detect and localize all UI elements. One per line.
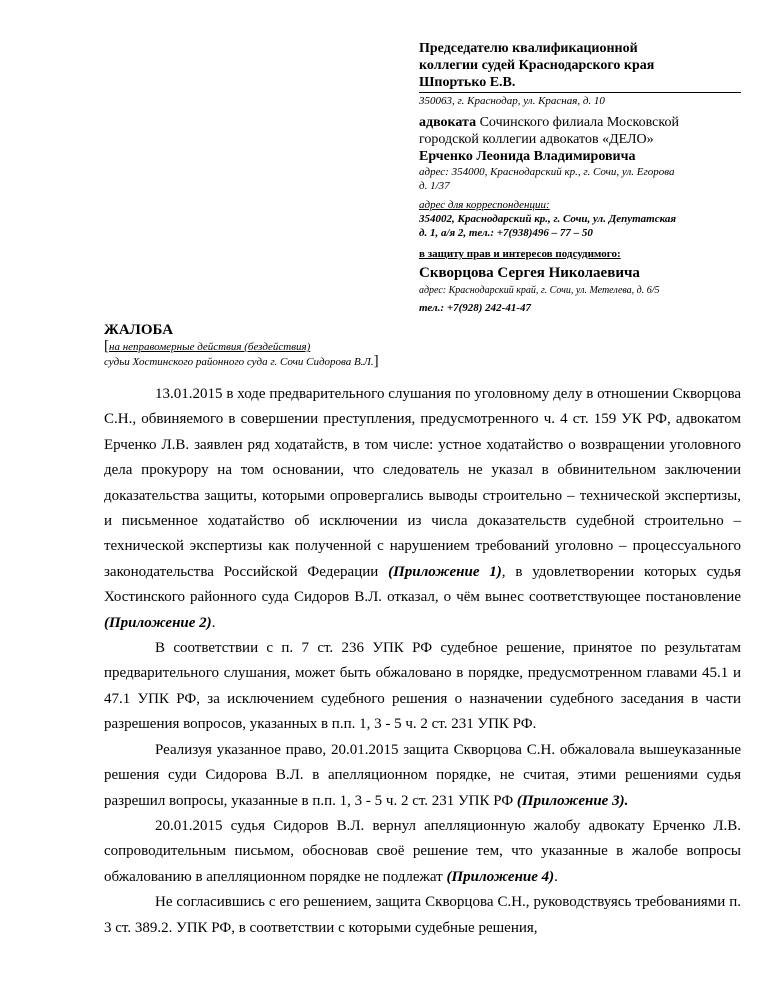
complaint-title: ЖАЛОБА xyxy=(104,322,174,338)
addressee-name: Шпортько Е.В. xyxy=(419,75,516,90)
paragraph-2: В соответствии с п. 7 ст. 236 УПК РФ судебное решение, принятое по результатам предварительного слушания, может быть обжаловано в порядке, предусмотренном главами 45.1 и 47.1 УПК РФ, за исключением судебного решения о назначении судебного заседания в части разрешения вопросов, указанных в п.п. 1, 3 - 5 ч. 2 ст. 231 УПК РФ. xyxy=(104,640,741,733)
sender-org-line-1: Сочинского филиала Московской xyxy=(476,115,679,130)
sender-role: адвоката xyxy=(419,115,477,130)
defendant-phone: тел.: +7(928) 242-41-47 xyxy=(419,302,531,314)
close-bracket: ] xyxy=(373,353,379,369)
defendant-label: в защиту прав и интересов подсудимого: xyxy=(419,248,621,260)
sender-org-line-2: городской коллегии адвокатов «ДЕЛО» xyxy=(419,132,654,147)
paragraph-5: Не согласившись с его решением, защита Скворцова С.Н., руководствуясь требованиями п. 3 ст. 389.2. УПК РФ, в соответствии с которыми судебные решения, xyxy=(104,894,741,936)
sender-address-line-1: адрес: 354000, Краснодарский кр., г. Сочи, ул. Егорова xyxy=(419,166,675,178)
p3-text-a: Реализуя указанное право, 20.01.2015 защита Скворцова С.Н. обжаловала вышеуказанные решения суди Сидорова В.Л. в апелляционном порядке, не считая, этими решениями судья разрешил вопросы, указанные в п.п. 1, 3 - 5 ч. 2 ст. 231 УПК РФ xyxy=(104,741,741,809)
appendix-4-ref: (Приложение 4) xyxy=(446,868,555,885)
p1-text-b: , в удовлетворении которых судья Хостинского районного суда Сидоров В.Л. отказал, о чём вынес соответствующее постановление xyxy=(104,563,741,606)
sender-org xyxy=(419,114,741,131)
subtitle-text-2: судьи Хостинского районного суда г. Сочи Сидорова В.Л. xyxy=(104,356,374,368)
subtitle-text-1: на неправомерные действия (бездействия) xyxy=(109,341,311,353)
addressee-line-1: Председателю квалификационной xyxy=(419,41,638,56)
paragraph-3 xyxy=(104,738,741,814)
appendix-1-ref: (Приложение 1) xyxy=(388,563,502,580)
p4-text-b: . xyxy=(554,868,558,885)
defendant-address: адрес: Краснодарский край, г. Сочи, ул. Метелева, д. 6/5 xyxy=(419,285,660,296)
correspondence-line-2: д. 1, а/я 2, тел.: +7(938)496 – 77 – 50 xyxy=(419,227,593,239)
correspondence-label: адрес для корреспонденции: xyxy=(419,199,550,211)
addressee-line-2: коллегии судей Краснодарского края xyxy=(419,58,655,73)
addressee-block xyxy=(419,40,741,315)
p1-text-c: . xyxy=(211,614,216,631)
p1-text-a: 13.01.2015 в ходе предварительного слушания по уголовному делу в отношении Скворцова С.Н., обвиняемого в совершении преступления, предусмотренного ч. 4 ст. 159 УК РФ, адвокатом Ерченко Л.В. заявлен ряд ходатайств, в том числе: устное ходатайство о возвращении уголовного дела прокурору на том основании, что следователь не указал в обвинительном заключении доказательства защиты, которыми опровергались выводы строительно – технической экспертизы, и письменное ходатайство об исключении из числа доказательств судебной строительно – технической экспертизы как полученной с нарушением требований уголовно – процессуального законодательства Российской Федерации xyxy=(104,386,741,580)
correspondence-line-1: 354002, Краснодарский кр., г. Сочи, ул. Депутатская xyxy=(419,213,677,225)
complaint-subtitle-line-2 xyxy=(104,354,379,369)
paragraph-1 xyxy=(104,382,741,636)
p4-text-a: 20.01.2015 судья Сидоров В.Л. вернул апелляционную жалобу адвокату Ерченко Л.В. сопроводительным письмом, обосновав своё решение тем, что указанные в жалобе вопросы обжалованию в апелляционном порядке не подлежат xyxy=(104,817,741,885)
sender-name: Ерченко Леонида Владимировича xyxy=(419,149,636,164)
addressee-address: 350063, г. Краснодар, ул. Красная, д. 10 xyxy=(419,95,605,107)
appendix-3-ref: (Приложение 3). xyxy=(516,792,629,809)
open-bracket: [ xyxy=(104,338,109,354)
defendant-name: Скворцова Сергея Николаевича xyxy=(419,265,640,281)
addressee-divider xyxy=(419,92,741,93)
complaint-body xyxy=(104,382,741,941)
paragraph-4 xyxy=(104,814,741,890)
appendix-2-ref: (Приложение 2) xyxy=(104,614,212,631)
complaint-heading xyxy=(104,322,379,369)
complaint-subtitle-line-1 xyxy=(104,339,379,354)
sender-address-line-2: д. 1/37 xyxy=(419,180,450,192)
